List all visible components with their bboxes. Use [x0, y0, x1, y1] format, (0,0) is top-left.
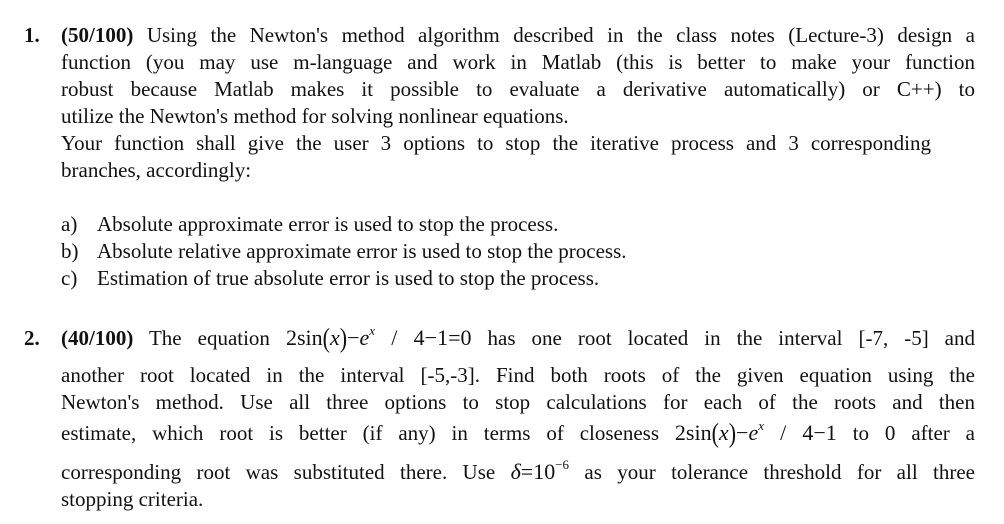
expression-minus1: −1: [813, 420, 837, 445]
expression-div: / 4: [763, 420, 814, 445]
equation-minus: −: [347, 325, 360, 350]
question-1-line-5: Your function shall give the user 3 options to stop the iterative process and 3 corresponding: [61, 131, 931, 155]
option-b: [61, 238, 627, 264]
option-c: [61, 265, 599, 291]
equation: [285, 321, 472, 353]
question-1-line-6: branches, accordingly:: [61, 158, 252, 182]
option-a-text: Absolute approximate error is used to stop the process.: [97, 212, 559, 236]
equation-minus1: −1: [424, 325, 449, 350]
equation-coef: 2: [285, 325, 297, 350]
option-c-text: Estimation of true absolute error is used to stop the process.: [97, 266, 600, 290]
expression: [674, 416, 837, 448]
expression-rparen: ): [728, 416, 737, 448]
question-2-line-5: [61, 459, 975, 485]
question-2-score: (40/100): [61, 326, 134, 350]
question-2-text-1a: The equation: [148, 326, 270, 350]
question-1-line-4: utilize the Newton's method for solving nonlinear equations.: [61, 104, 569, 128]
expression-sin: sin: [685, 420, 712, 445]
expression-coef: 2: [674, 420, 686, 445]
question-2-text-1b: has one root located in the interval [-7, -5] and: [487, 326, 976, 350]
question-2-line-2: another root located in the interval [-5,-3]. Find both roots of the given equation using the: [61, 363, 975, 387]
equation-e: e: [359, 325, 370, 350]
tolerance-eq: =: [520, 459, 534, 484]
expression-exp: x: [758, 418, 764, 433]
tolerance-base: 10: [533, 459, 556, 484]
question-2-line-1: [61, 321, 976, 353]
question-2-text-4b: to 0 after a: [852, 421, 975, 445]
equation-zero: 0: [460, 325, 472, 350]
equation-eq: =: [448, 325, 461, 350]
equation-div: / 4: [375, 325, 425, 350]
question-2-number: 2.: [24, 326, 40, 350]
question-1-line-3: robust because Matlab makes it possible to evaluate a derivative automatically) or C++) to: [61, 77, 975, 101]
equation-var: x: [329, 325, 340, 350]
question-2-text-5b: as your tolerance threshold for all three: [584, 460, 975, 484]
question-1-line-1: [61, 22, 975, 48]
tolerance-exp: −6: [555, 457, 570, 472]
equation-sin: sin: [296, 325, 323, 350]
question-1-number: 1.: [24, 23, 40, 47]
question-1-line-2: function (you may use m-language and work in Matlab (this is better to make your function: [61, 50, 975, 74]
expression-lparen: (: [711, 416, 719, 448]
question-1-text-1: Using the Newton's method algorithm described in the class notes (Lecture-3) design a: [146, 23, 975, 47]
tolerance: [511, 459, 570, 484]
equation-lparen: (: [322, 321, 330, 353]
option-b-letter: b): [61, 239, 79, 263]
question-2-line-6: stopping criteria.: [61, 487, 204, 511]
question-2-text-4a: estimate, which root is better (if any) in terms of closeness: [61, 421, 660, 445]
expression-var: x: [718, 420, 729, 445]
equation-exp: x: [369, 323, 376, 338]
question-2-line-3: Newton's method. Use all three options to stop calculations for each of the roots and then: [61, 390, 975, 414]
question-2-line-4: [61, 416, 975, 448]
option-a-letter: a): [61, 212, 78, 236]
expression-e: e: [748, 420, 759, 445]
option-c-letter: c): [61, 266, 78, 290]
expression-minus: −: [736, 420, 749, 445]
question-1-score: (50/100): [61, 23, 134, 47]
option-a: [61, 211, 558, 237]
question-2-text-5a: corresponding root was substituted there. Use: [61, 460, 496, 484]
equation-rparen: ): [339, 321, 348, 353]
tolerance-delta: δ: [510, 459, 521, 484]
option-b-text: Absolute relative approximate error is used to stop the process.: [97, 239, 627, 263]
